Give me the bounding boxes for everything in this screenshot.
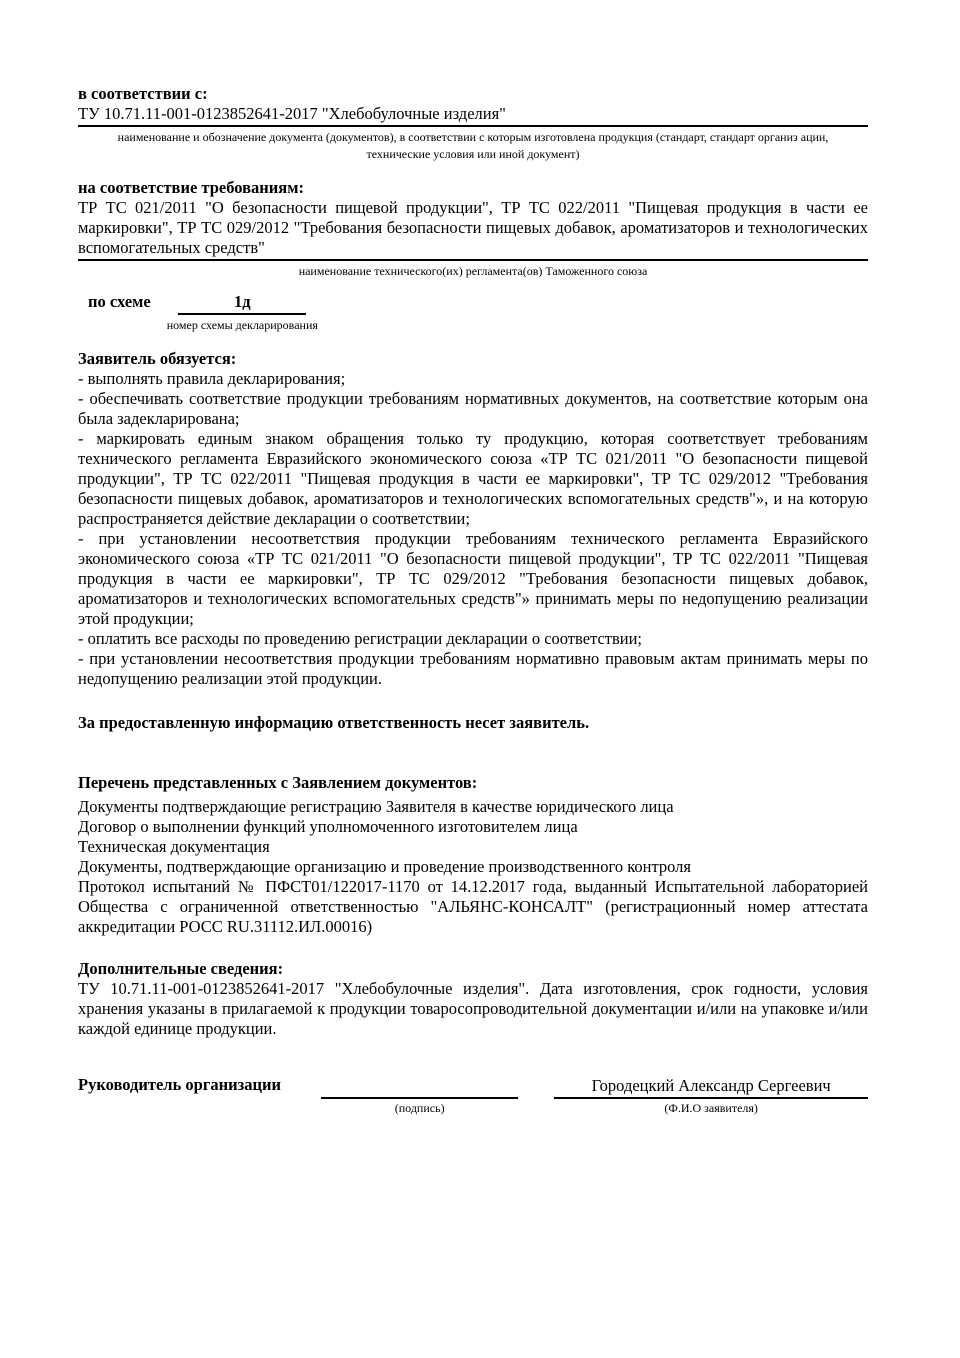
obligation-item: - обеспечивать соответствие продукции требованиям нормативных документов, на соответствие которым она была задекларирована; <box>78 389 868 428</box>
scheme-value: 1д <box>178 292 306 315</box>
document-item: Документы подтверждающие регистрацию Заявителя в качестве юридического лица <box>78 797 674 816</box>
obligation-item: - маркировать единым знаком обращения только ту продукцию, которая соответствует требованиям технического регламента Евразийского экономического союза «ТР ТС 021/2011 "О безопасности пищевой продукции", ТР ТС 022/2011 "Пищевая продукция в части ее маркировки", ТР ТС 029/2012 "Требования безопасности пищевых добавок, ароматизаторов и технологических вспомогательных средств"», и на которую распространяется действие декларации о соответствии; <box>78 429 868 528</box>
signature-field <box>321 1075 518 1117</box>
obligation-item: - оплатить все расходы по проведению регистрации декларации о соответствии; <box>78 629 643 648</box>
obligation-item: - при установлении несоответствия продукции требованиям нормативно правовым актам принимать меры по недопущению реализации этой продукции. <box>78 649 868 688</box>
applicant-name-field <box>554 1075 868 1117</box>
section-applicant-obligations <box>78 349 868 689</box>
signature-row <box>78 1075 868 1117</box>
signature-line <box>321 1075 518 1099</box>
section-documents-list <box>78 773 868 937</box>
compliance-standard-value: ТУ 10.71.11-001-0123852641-2017 "Хлебобулочные изделия" <box>78 104 868 127</box>
conformity-requirements-label: на соответствие требованиям: <box>78 178 304 197</box>
document-item: Протокол испытаний № ПФСТ01/122017-1170 от 14.12.2017 года, выданный Испытательной лабораторией Общества с ограниченной ответственностью "АЛЬЯНС-КОНСАЛТ" (регистрационный номер аттестата аккредитации РОСС RU.31112.ИЛ.00016) <box>78 877 868 936</box>
additional-info-label: Дополнительные сведения: <box>78 959 284 978</box>
signature-caption: (подпись) <box>394 1101 445 1115</box>
responsibility-note: За предоставленную информацию ответственность несет заявитель. <box>78 713 590 732</box>
section-additional-info <box>78 959 868 1039</box>
additional-info-value: ТУ 10.71.11-001-0123852641-2017 "Хлебобулочные изделия". Дата изготовления, срок годности, условия хранения указаны в прилагаемой к продукции товаросопроводительной документации и/или на упаковке и/или каждой единице продукции. <box>78 979 868 1038</box>
document-item: Техническая документация <box>78 837 270 856</box>
scheme-caption: номер схемы декларирования <box>166 318 318 332</box>
scheme-label: по схеме <box>88 292 151 311</box>
obligations-label: Заявитель обязуется: <box>78 349 237 368</box>
obligation-item: - при установлении несоответствия продукции требованиям технического регламента Евразийского экономического союза «ТР ТС 021/2011 "О безопасности пищевой продукции", ТР ТС 022/2011 "Пищевая продукция в части ее маркировки", ТР ТС 029/2012 "Требования безопасности пищевых добавок, ароматизаторов и технологических вспомогательных средств"» принимать меры по недопущению реализации этой продукции; <box>78 529 868 628</box>
document-item: Договор о выполнении функций уполномоченного изготовителем лица <box>78 817 578 836</box>
section-conformity-requirements <box>78 178 868 280</box>
applicant-name: Городецкий Александр Сергеевич <box>554 1075 868 1099</box>
signature-role-label: Руководитель организации <box>78 1075 282 1094</box>
obligation-item: - выполнять правила декларирования; <box>78 369 346 388</box>
compliance-standard-label: в соответствии с: <box>78 84 208 103</box>
section-compliance-standard <box>78 84 868 163</box>
scheme-row <box>78 292 868 334</box>
document-content <box>78 84 868 1117</box>
compliance-standard-caption: наименование и обозначение документа (документов), в соответствии с которым изготовлена продукция (стандарт, стандарт организ ации, технические условия или иной документ) <box>117 130 829 161</box>
conformity-requirements-caption: наименование технического(их) регламента(ов) Таможенного союза <box>298 264 648 278</box>
document-item: Документы, подтверждающие организацию и проведение производственного контроля <box>78 857 691 876</box>
conformity-requirements-value: ТР ТС 021/2011 "О безопасности пищевой продукции", ТР ТС 022/2011 "Пищевая продукция в части ее маркировки", ТР ТС 029/2012 "Требования безопасности пищевых добавок, ароматизаторов и технологических вспомогательных средств" <box>78 198 868 261</box>
documents-list-label: Перечень представленных с Заявлением документов: <box>78 773 478 792</box>
applicant-name-caption: (Ф.И.О заявителя) <box>664 1101 758 1115</box>
scheme-field <box>167 292 318 334</box>
